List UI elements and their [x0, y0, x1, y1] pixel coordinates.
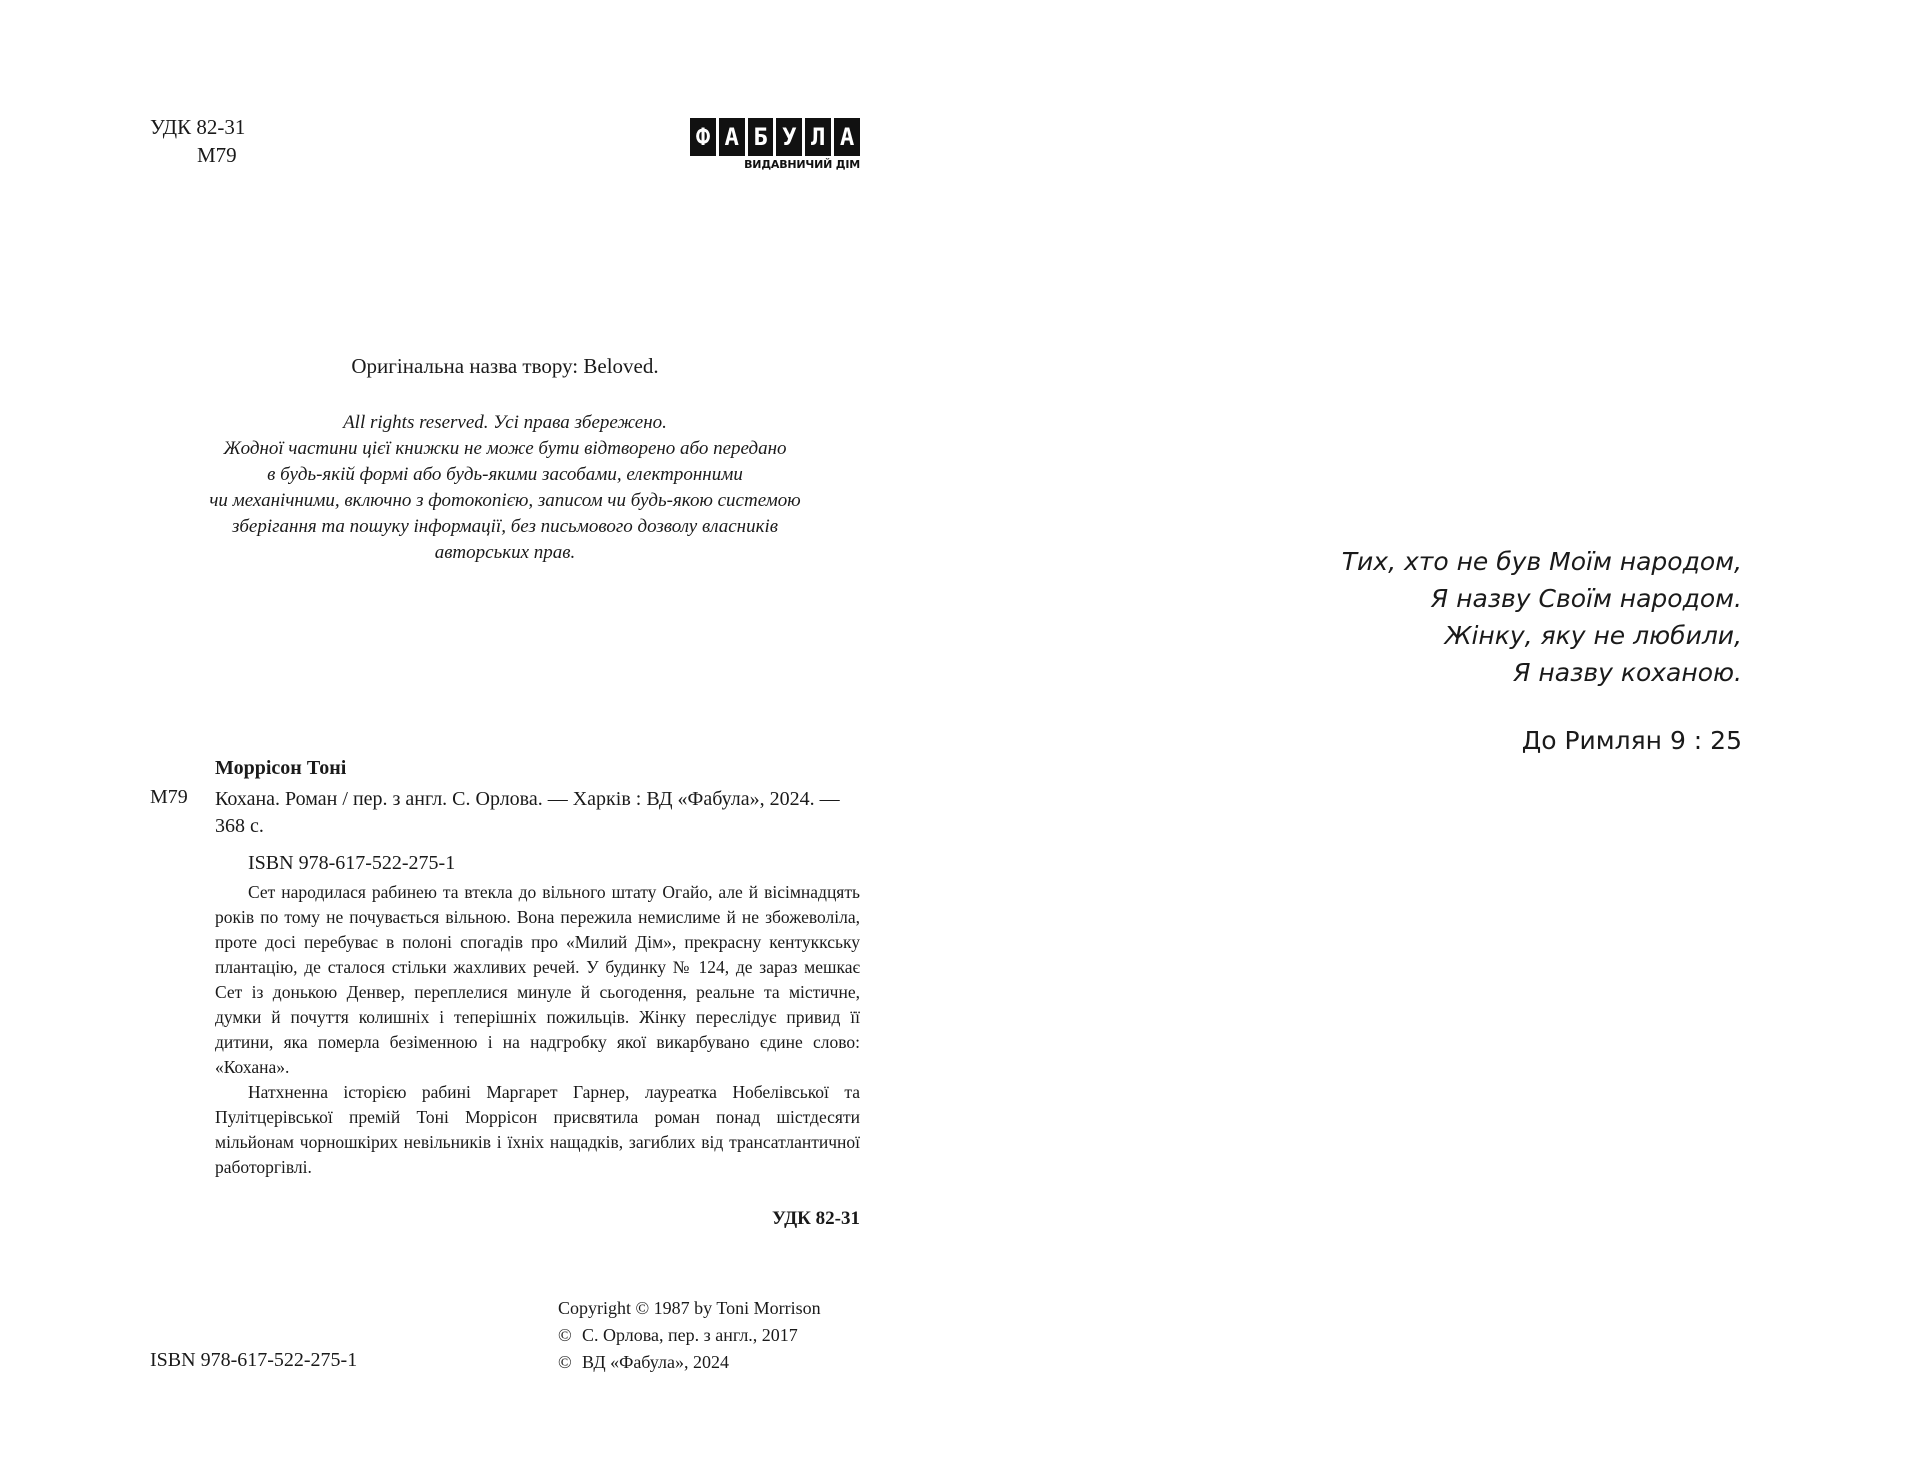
- copyright-text: ВД «Фабула», 2024: [582, 1352, 729, 1372]
- logo-letter: У: [776, 118, 802, 156]
- epigraph: [1342, 543, 1742, 691]
- publisher-logo: [690, 118, 860, 171]
- epigraph-source: До Римлян 9 : 25: [1521, 726, 1742, 755]
- copyright-symbol: ©: [558, 1325, 572, 1345]
- rights-line: All rights reserved. Усі права збережено.: [343, 412, 667, 433]
- logo-letter: А: [719, 118, 745, 156]
- rights-line: Жодної частини цієї книжки не може бути відтворено або передано: [223, 438, 787, 459]
- logo-subtitle: ВИДАВНИЧИЙ ДІМ: [744, 158, 860, 171]
- logo-letter: Ф: [690, 118, 716, 156]
- bibliographic-entry: Кохана. Роман / пер. з англ. С. Орлова. — Харків : ВД «Фабула», 2024. — 368 с.: [215, 788, 840, 837]
- epigraph-line: Тих, хто не був Моїм народом,: [1341, 547, 1742, 576]
- copyright-text: Copyright © 1987 by Toni Morrison: [558, 1298, 821, 1318]
- author-name: Моррісон Тоні: [215, 757, 347, 779]
- rights-line: авторських прав.: [434, 542, 576, 563]
- epigraph-line: Я назву Своїм народом.: [1430, 584, 1742, 613]
- logo-letter: Б: [748, 118, 774, 156]
- isbn-footer: ISBN 978-617-522-275-1: [150, 1349, 358, 1371]
- copyright-line: [558, 1349, 821, 1376]
- author-sign: М79: [197, 143, 237, 167]
- rights-line: чи механічними, включно з фотокопією, записом чи будь-якою системою: [209, 490, 801, 511]
- annotation-paragraph: Сет народилася рабинею та втекла до вільного штату Огайо, але й вісімнадцять років по тому не почувається вільною. Вона пережила немислиме й не збожеволіла, проте досі перебуває в полоні спогадів про «Милий Дім», прекрасну кентуккську плантацію, де сталося стільки жахливих речей. У будинку № 124, де зараз мешкає Сет із донькою Денвер, переплелися минуле й сьогодення, реальне та містичне, думки й почуття колишніх і теперішніх пожильців. Жінку переслідує привид її дитини, яка померла безіменною і на надгробку якої викарбувано єдине слово: «Кохана».: [215, 882, 860, 1077]
- isbn-entry: ISBN 978-617-522-275-1: [248, 852, 456, 874]
- udk-footer: УДК 82-31: [772, 1208, 860, 1229]
- copyright-line: [558, 1322, 821, 1349]
- copyright-text: С. Орлова, пер. з англ., 2017: [582, 1325, 798, 1345]
- copyright-symbol: ©: [558, 1352, 572, 1372]
- right-page: [960, 0, 1920, 1476]
- logo-letter: Л: [805, 118, 831, 156]
- rights-line: в будь-якій формі або будь-якими засобами, електронними: [267, 464, 743, 485]
- udk-header: [150, 113, 245, 169]
- epigraph-line: Я назву коханою.: [1513, 658, 1742, 687]
- annotation: [215, 880, 860, 1180]
- original-title: Оригінальна назва твору: Beloved.: [351, 354, 659, 378]
- copyright-block: [558, 1295, 821, 1376]
- logo-letter: А: [834, 118, 860, 156]
- annotation-paragraph: Натхненна історією рабині Маргарет Гарнер, лауреатка Нобелівської та Пулітцерівської премій Тоні Моррісон присвятила роман понад шістдесяти мільйонам чорношкірих невільників і їхніх нащадків, загиблих від трансатлантичної работоргівлі.: [215, 1082, 860, 1177]
- rights-line: зберігання та пошуку інформації, без письмового дозволу власників: [231, 516, 779, 537]
- rights-notice: [150, 410, 860, 566]
- udk-code: УДК 82-31: [150, 115, 246, 139]
- copyright-line: [558, 1295, 821, 1322]
- epigraph-line: Жінку, яку не любили,: [1444, 621, 1742, 650]
- catalog-sign: М79: [150, 786, 188, 808]
